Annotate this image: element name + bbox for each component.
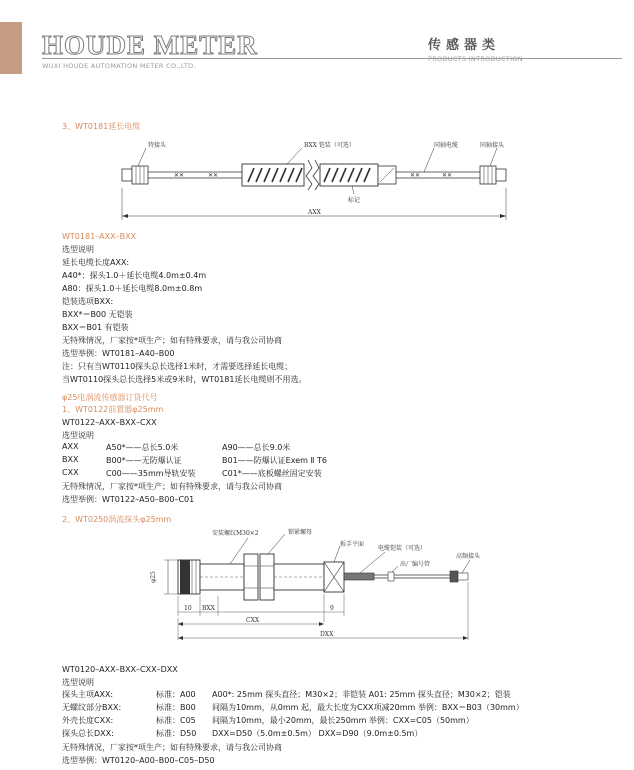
label-dim-dxx: DXX <box>320 631 334 638</box>
section1-line: 当WT0110探头总长选择5米或9米时，WT0181延长电缆则不用选。 <box>62 375 307 384</box>
section1-line: 选型举例：WT0181–A40–B00 <box>62 349 175 358</box>
section1-line: 延长电缆长度AXX: <box>62 258 130 267</box>
spec-standard: 标准：D50 <box>156 729 197 738</box>
label-serial-tube: 出厂编号管 <box>400 561 431 568</box>
option-value: A90——总长9.0米 <box>222 443 291 452</box>
option-value: A50*——总长5.0米 <box>106 443 179 452</box>
spec-description: DXX=D50（5.0m±0.5m） DXX=D90（9.0m±0.5m） <box>212 729 423 738</box>
category-title: 传感器类 <box>428 38 501 53</box>
spec-label: 外壳长度CXX: <box>62 716 114 725</box>
label-axx-dimension: AXX <box>308 209 321 216</box>
label-mount-thread: 安装螺纹M30×2 <box>212 530 259 537</box>
option-value: C00——35mm导轨安装 <box>106 469 196 478</box>
label-dim-9: 9 <box>330 605 334 612</box>
extension-cable-diagram <box>112 138 522 228</box>
option-code: AXX <box>62 442 79 451</box>
page-header <box>0 22 634 74</box>
section3-note: 选型举例：WT0120–A00–B00–C05–D50 <box>62 756 215 765</box>
probe-diagram <box>150 522 500 647</box>
spec-label: 探头主项AXX: <box>62 690 114 699</box>
label-hf-connector: 高频接头 <box>456 553 481 560</box>
option-value: B01——防爆认证Exem Ⅱ T6 <box>222 456 327 465</box>
option-code: BXX <box>62 455 79 464</box>
section1-line: 无特殊情况，厂家按*项生产；如有特殊要求，请与我公司协商 <box>62 336 282 345</box>
section3-title: 2、WT0250涡流探头φ25mm <box>62 515 172 524</box>
section1-line: 注：只有当WT0110探头总长选择1米时，才需要选择延长电缆； <box>62 362 293 371</box>
section1-line: A40*：探头1.0＋延长电缆4.0m±0.4m <box>62 271 207 280</box>
label-dim-10: 10 <box>184 605 192 612</box>
option-value: C01*——底板螺丝固定安装 <box>222 469 322 478</box>
label-diameter: φ25 <box>150 571 157 583</box>
category-subtitle: PRODUCTS INTRODUCTION <box>428 55 523 63</box>
spec-standard: 标准：B00 <box>156 703 196 712</box>
spec-label: 探头总长DXX: <box>62 729 114 738</box>
section2-subtitle: 1、WT0122前置器φ25mm <box>62 405 164 414</box>
svg-text:✕✕: ✕✕ <box>208 172 219 179</box>
section2-model: WT0122–AXX–BXX–CXX <box>62 418 157 427</box>
spec-description: 间隔为10mm，从0mm 起，最大长度为CXX项减20mm 举例：BXX＝B03（30mm） <box>212 703 524 712</box>
section1-line: 选型说明 <box>62 245 94 254</box>
section1-line: BXX＝B01 有铠装 <box>62 323 129 332</box>
spec-standard: 标准：C05 <box>156 716 196 725</box>
brand-subtitle: WUXI HOUDE AUTOMATION METER CO.,LTD. <box>42 62 196 70</box>
svg-text:✕✕: ✕✕ <box>174 172 185 179</box>
section3-model: WT0120–AXX–BXX–CXX–DXX <box>62 665 178 674</box>
option-code: CXX <box>62 468 79 477</box>
section2-note: 选型举例：WT0122–A50–B00–C01 <box>62 495 195 504</box>
section1-title: 3、WT0181延长电缆 <box>62 122 141 131</box>
spec-description: 间隔为10mm，最小20mm，最长250mm 举例：CXX=C05（50mm） <box>212 716 474 725</box>
section2-note: 无特殊情况，厂家按*项生产；如有特殊要求，请与我公司协商 <box>62 482 282 491</box>
header-accent-bar <box>0 22 22 74</box>
section1-line: 铠装选项BXX: <box>62 297 114 306</box>
label-armor-optional: BXX 铠装（可选） <box>304 142 355 149</box>
svg-text:✕✕: ✕✕ <box>410 172 421 179</box>
label-coax-cable: 同轴电缆 <box>434 142 459 149</box>
label-coax-connector: 同轴接头 <box>480 142 505 149</box>
svg-text:✕✕: ✕✕ <box>442 172 453 179</box>
section2-title: φ25电涡流传感器订货代号 <box>62 393 158 402</box>
section1-line: BXX*＝B00 无铠装 <box>62 310 133 319</box>
brand-logo: HOUDE METER <box>42 30 258 60</box>
label-marker: 标记 <box>348 197 361 204</box>
spec-description: A00*: 25mm 探头直径；M30×2；非铠装 A01: 25mm 探头直径；M30×2；铠装 <box>212 690 511 699</box>
label-dim-cxx: CXX <box>246 617 260 624</box>
section3-intro: 选型说明 <box>62 678 94 687</box>
spec-label: 无螺纹部分BXX: <box>62 703 122 712</box>
section1-line: A80：探头1.0＋延长电缆8.0m±0.8m <box>62 284 203 293</box>
section1-model: WT0181–AXX–BXX <box>62 232 137 241</box>
spec-standard: 标准：A00 <box>156 690 196 699</box>
label-wrench-flat: 扳手平面 <box>340 541 365 548</box>
label-lock-nut: 锁紧螺母 <box>288 529 313 536</box>
option-value: B00*——无防爆认证 <box>106 456 182 465</box>
label-probe-connector: 特接头 <box>148 142 167 149</box>
section2-intro: 选型说明 <box>62 431 94 440</box>
label-dim-bxx: BXX <box>202 605 215 612</box>
label-cable-armor: 电缆铠装（可选） <box>378 545 427 552</box>
section3-note: 无特殊情况，厂家按*项生产；如有特殊要求，请与我公司协商 <box>62 743 282 752</box>
